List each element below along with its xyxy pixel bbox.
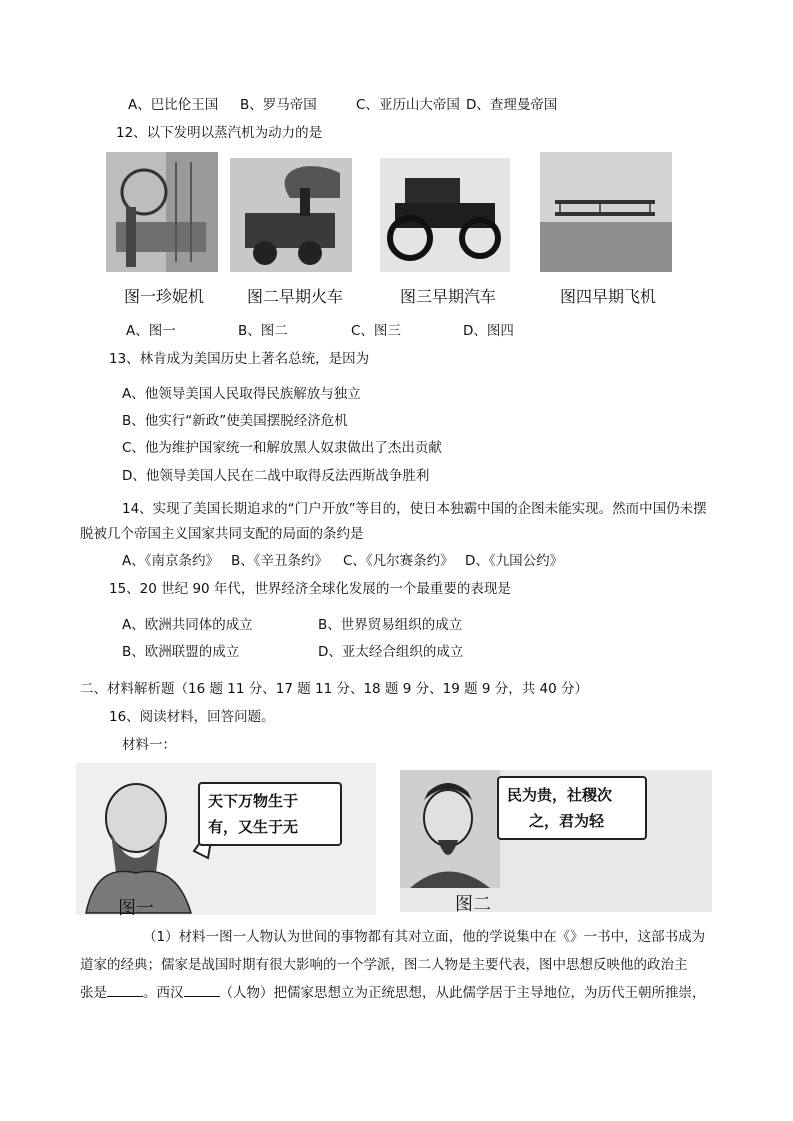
material1-label: 材料一：	[122, 737, 176, 753]
caption-fig3: 图三早期汽车	[400, 287, 497, 306]
q16-text-zhang-shi: 张是	[80, 985, 107, 1001]
q12-option-d[interactable]: D、图四	[463, 323, 514, 339]
q13-question: 13、林肯成为美国历史上著名总统，是因为	[109, 351, 370, 367]
speech-bubble-fig2	[497, 776, 647, 840]
early-airplane-image	[540, 152, 672, 272]
spinning-jenny-image	[106, 152, 218, 272]
q15-question: 15、20 世纪 90 年代，世界经济全球化发展的一个最重要的表现是	[109, 581, 511, 597]
q14-option-d[interactable]: D、《九国公约》	[465, 553, 564, 569]
q16-question: 16、阅读材料，回答问题。	[109, 709, 275, 725]
bubble1-line2: 有，又生于无	[208, 818, 299, 836]
q12-question: 12、以下发明以蒸汽机为动力的是	[116, 125, 323, 141]
answer-blank-2[interactable]	[184, 984, 220, 997]
q15-option-d[interactable]: D、亚太经合组织的成立	[318, 644, 464, 660]
early-car-image	[380, 158, 510, 272]
q13-option-a[interactable]: A、他领导美国人民取得民族解放与独立	[122, 386, 361, 402]
q14-option-c[interactable]: C、《凡尔赛条约》	[343, 553, 454, 569]
q14-question-line1: 14、实现了美国长期追求的“门户开放”等目的，使日本独霸中国的企图未能实现。然而中国仍未摆	[122, 501, 707, 517]
q15-option-c[interactable]: B、欧洲联盟的成立	[122, 644, 240, 660]
q11-option-c[interactable]: C、亚历山大帝国	[356, 97, 460, 113]
material-fig1-caption: 图一	[118, 898, 154, 919]
q11-option-d[interactable]: D、查理曼帝国	[466, 97, 558, 113]
q14-option-b[interactable]: B、《辛丑条约》	[231, 553, 329, 569]
q12-option-b[interactable]: B、图二	[238, 323, 288, 339]
q12-option-a[interactable]: A、图一	[126, 323, 176, 339]
bubble2-line2: 之，君为轻	[529, 812, 605, 830]
q16-text-xihan: 。西汉	[143, 985, 184, 1001]
q16-part1-line3	[80, 984, 706, 1002]
q13-option-d[interactable]: D、他领导美国人民在二战中取得反法西斯战争胜利	[122, 468, 430, 484]
answer-blank-1[interactable]	[107, 984, 143, 997]
section2-heading: 二、材料解析题（16 题 11 分、17 题 11 分、18 题 9 分、19 题 9 分，共 40 分）	[80, 681, 589, 697]
early-train-image	[230, 158, 352, 272]
material-fig2-caption: 图二	[455, 894, 491, 915]
bubble1-line1: 天下万物生于	[208, 792, 299, 810]
q14-option-a[interactable]: A、《南京条约》	[122, 553, 219, 569]
q11-option-a[interactable]: A、巴比伦王国	[128, 97, 219, 113]
q15-option-b[interactable]: B、世界贸易组织的成立	[318, 617, 463, 633]
q13-option-c[interactable]: C、他为维护国家统一和解放黑人奴隶做出了杰出贡献	[122, 440, 442, 456]
q16-text-rest: （人物）把儒家思想立为正统思想，从此儒学居于主导地位，为历代王朝所推崇，	[219, 985, 706, 1001]
q14-question-line2: 脱被几个帝国主义国家共同支配的局面的条约是	[80, 526, 364, 542]
q15-option-a[interactable]: A、欧洲共同体的成立	[122, 617, 253, 633]
speech-bubble-fig1	[198, 782, 342, 846]
caption-fig4: 图四早期飞机	[560, 287, 657, 306]
q13-option-b[interactable]: B、他实行“新政”使美国摆脱经济危机	[122, 413, 348, 429]
q16-part1-line1: （1）材料一图一人物认为世间的事物都有其对立面，他的学说集中在《》一书中，这部书成为	[143, 929, 706, 945]
q11-option-b[interactable]: B、罗马帝国	[240, 97, 317, 113]
q16-part1-line2: 道家的经典；儒家是战国时期有很大影响的一个学派，图二人物是主要代表，图中思想反映他的政治主	[80, 957, 688, 973]
bubble2-line1: 民为贵，社稷次	[507, 786, 613, 804]
caption-fig2: 图二早期火车	[247, 287, 344, 306]
q12-option-c[interactable]: C、图三	[351, 323, 401, 339]
caption-fig1: 图一珍妮机	[124, 287, 205, 306]
